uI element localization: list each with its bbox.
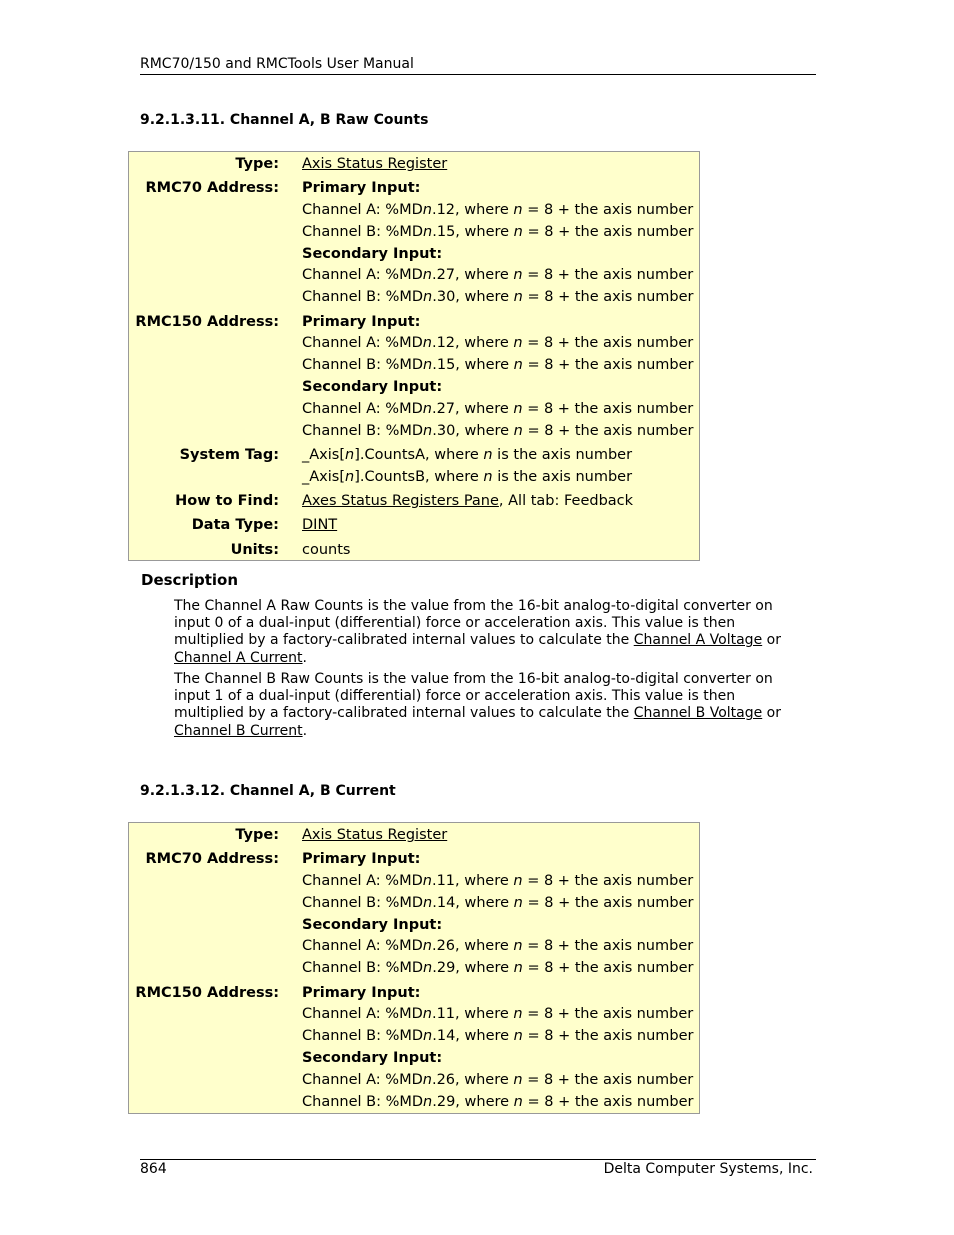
header-rule (140, 74, 816, 75)
system-tag-line: _Axis[n].CountsB, where n is the axis number (302, 468, 633, 485)
company-name: Delta Computer Systems, Inc. (603, 1161, 813, 1177)
system-tag-label: System Tag: (179, 446, 279, 463)
primary-input-heading: Primary Input: (302, 984, 421, 1001)
axis-status-register-link[interactable]: Axis Status Register (302, 827, 448, 843)
address-line: Channel B: %MDn.30, where n = 8 + the axis number (302, 289, 694, 306)
rmc150-address-label: RMC150 Address: (135, 313, 279, 330)
rmc150-address-label: RMC150 Address: (135, 984, 279, 1001)
address-line: Channel A: %MDn.27, where n = 8 + the axis number (302, 267, 694, 284)
rmc150-address-row (129, 312, 699, 443)
system-tag-row (129, 445, 699, 489)
rmc70-address-row (129, 849, 699, 980)
units-label: Units: (230, 541, 279, 558)
address-line: Channel B: %MDn.14, where n = 8 + the axis number (302, 1028, 694, 1045)
address-line: Channel A: %MDn.27, where n = 8 + the axis number (302, 400, 694, 417)
address-line: Channel A: %MDn.11, where n = 8 + the axis number (302, 1006, 694, 1023)
address-line: Channel B: %MDn.15, where n = 8 + the axis number (302, 357, 694, 374)
running-header: RMC70/150 and RMCTools User Manual (140, 56, 414, 72)
secondary-input-heading: Secondary Input: (302, 378, 443, 395)
description-heading: Description (141, 571, 239, 589)
data-type-label: Data Type: (191, 517, 279, 534)
description-paragraph-a: The Channel A Raw Counts is the value from the 16-bit analog-to-digital converter on input 0 of a dual-input (differential) force or acceleration axis. This value is then multiplied by a factory-calibrated internal values to calculate the Channel A Voltage or Channel A Current. (174, 598, 781, 666)
data-type-row (129, 515, 699, 537)
channel-a-voltage-link[interactable]: Channel A Voltage (633, 632, 763, 649)
how-to-find-row (129, 491, 699, 513)
how-to-find-label: How to Find: (175, 492, 279, 509)
address-line: Channel A: %MDn.11, where n = 8 + the axis number (302, 873, 694, 890)
address-line: Channel A: %MDn.26, where n = 8 + the axis number (302, 938, 694, 955)
rmc150-address-row (129, 983, 699, 1114)
description-paragraph-b: The Channel B Raw Counts is the value from the 16-bit analog-to-digital converter on input 1 of a dual-input (differential) force or acceleration axis. This value is then multiplied by a factory-calibrated internal values to calculate the Channel B Voltage or Channel B Current. (174, 671, 781, 739)
type-label: Type: (235, 827, 279, 843)
primary-input-heading: Primary Input: (302, 851, 421, 868)
address-line: Channel B: %MDn.30, where n = 8 + the axis number (302, 422, 694, 439)
section-title-current: 9.2.1.3.12. Channel A, B Current (140, 783, 396, 799)
address-line: Channel B: %MDn.29, where n = 8 + the axis number (302, 960, 694, 977)
address-line: Channel A: %MDn.12, where n = 8 + the axis number (302, 335, 694, 352)
properties-table-raw-counts (128, 151, 700, 561)
address-line: Channel B: %MDn.14, where n = 8 + the axis number (302, 894, 694, 911)
dint-link[interactable]: DINT (302, 517, 338, 534)
primary-input-heading: Primary Input: (302, 180, 421, 197)
channel-a-current-link[interactable]: Channel A Current (174, 649, 303, 666)
properties-table-current (128, 822, 700, 1114)
address-line: Channel A: %MDn.12, where n = 8 + the axis number (302, 202, 694, 219)
rmc70-address-label: RMC70 Address: (145, 180, 279, 197)
address-line: Channel A: %MDn.26, where n = 8 + the axis number (302, 1071, 694, 1088)
type-row (129, 154, 699, 176)
rmc70-address-label: RMC70 Address: (145, 851, 279, 868)
channel-b-voltage-link[interactable]: Channel B Voltage (633, 705, 763, 722)
secondary-input-heading: Secondary Input: (302, 245, 443, 262)
address-line: Channel B: %MDn.15, where n = 8 + the axis number (302, 223, 694, 240)
units-row (129, 540, 699, 562)
footer-rule (140, 1159, 816, 1160)
section-title-raw-counts: 9.2.1.3.11. Channel A, B Raw Counts (140, 112, 429, 128)
units-value: counts (302, 541, 351, 558)
page-number: 864 (140, 1161, 167, 1177)
rmc70-address-row (129, 178, 699, 309)
system-tag-line: _Axis[n].CountsA, where n is the axis number (302, 446, 633, 463)
axis-status-register-link[interactable]: Axis Status Register (302, 156, 448, 172)
channel-b-current-link[interactable]: Channel B Current (174, 722, 303, 739)
primary-input-heading: Primary Input: (302, 313, 421, 330)
secondary-input-heading: Secondary Input: (302, 916, 443, 933)
address-line: Channel B: %MDn.29, where n = 8 + the axis number (302, 1093, 694, 1110)
axes-status-registers-pane-link[interactable]: Axes Status Registers Pane (302, 492, 499, 509)
type-label: Type: (235, 156, 279, 172)
secondary-input-heading: Secondary Input: (302, 1049, 443, 1066)
how-to-find-text: , All tab: Feedback (498, 492, 634, 509)
type-row (129, 825, 699, 847)
